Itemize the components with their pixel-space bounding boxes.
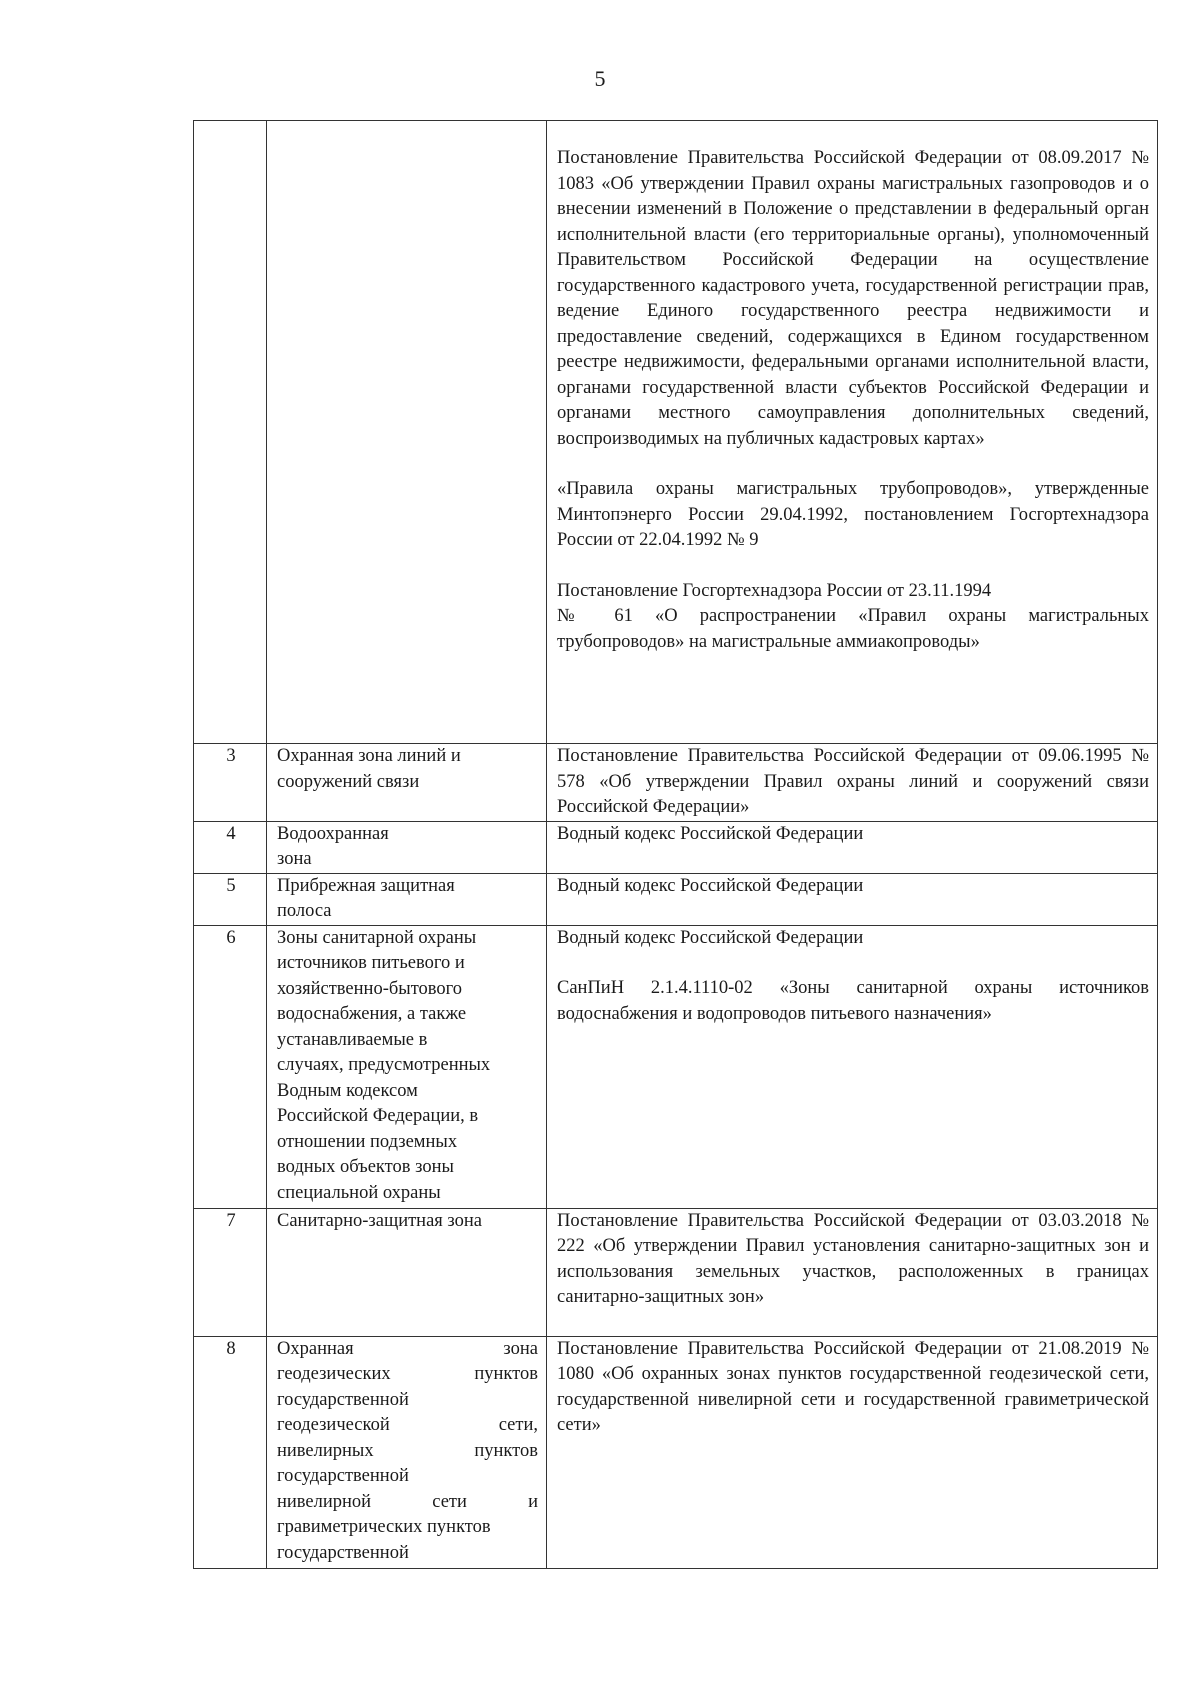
regulation-text: Постановление Правительства Российской Федерации от 21.08.2019 № 1080 «Об охранных зонах пунктов государственной геодезической сети, государственной нивелирной сети и государственной гравиметрической сети»: [557, 1338, 1149, 1435]
row-number-cell: [194, 121, 267, 744]
regulation-cell: [547, 873, 1158, 925]
zone-name-cell: [267, 744, 547, 822]
regulation-text: Постановление Правительства Российской Федерации от 08.09.2017 № 1083 «Об утверждении Правил охраны магистральных газопроводов и о внесении изменений в Положение о представлении в федеральный орган исполнительной власти (его территориальные органы), уполномоченный Правительством Российской Федерации на осуществление государственного кадастрового учета, государственной регистрации прав, ведение Единого государственного реестра недвижимости и предоставление сведений, содержащихся в Едином государственном реестре недвижимости, федеральными органами исполнительной власти, органами государственной власти субъектов Российской Федерации и органами местного самоуправления дополнительных сведений, воспроизводимых на публичных кадастровых картах»: [557, 148, 1149, 449]
regulation-cell: [547, 1208, 1158, 1336]
zone-line: нивелирной сети и: [277, 1491, 538, 1512]
table-row: [194, 1336, 1158, 1568]
zone-name-cell: [267, 1336, 547, 1568]
regulation-text: Постановление Правительства Российской Федерации от 03.03.2018 № 222 «Об утверждении Правил установления санитарно-защитных зон и использования земельных участков, расположенных в границах санитарно-защитных зон»: [557, 1210, 1149, 1307]
zone-line: случаях, предусмотренных: [277, 1055, 491, 1075]
regulation-text: СанПиН 2.1.4.1110-02 «Зоны санитарной охраны источников водоснабжения и водопроводов питьевого назначения»: [557, 978, 1149, 1024]
zone-line: водных объектов зоны: [277, 1157, 454, 1177]
zone-line: государственной: [277, 1542, 409, 1563]
zone-name-cell: [267, 121, 547, 744]
zone-line: Охранная зона линий и: [277, 746, 461, 766]
table-row: [194, 1208, 1158, 1336]
zone-name-cell: [267, 925, 547, 1208]
zone-line: сооружений связи: [277, 771, 420, 792]
page-number: 5: [594, 66, 606, 91]
row-number-cell: 7: [194, 1208, 267, 1336]
table-row: [194, 925, 1158, 1208]
table-row: [194, 821, 1158, 873]
zone-line: Водоохранная: [277, 823, 389, 844]
zone-line: Прибрежная защитная: [277, 875, 455, 896]
regulation-text: Постановление Правительства Российской Федерации от 09.06.1995 № 578 «Об утверждении Правил охраны линий и сооружений связи Российской Федерации»: [557, 746, 1149, 817]
row-number-cell: 5: [194, 873, 267, 925]
regulation-cell: [547, 121, 1158, 744]
zone-line: гравиметрических пунктов: [277, 1517, 491, 1537]
zone-name-cell: [267, 873, 547, 925]
zone-line: государственной: [277, 1389, 409, 1410]
legislation-table: [193, 120, 1158, 1569]
zone-line: Водным кодексом: [277, 1080, 418, 1101]
zone-line: источников питьевого и: [277, 953, 465, 973]
zone-line: геодезической сети,: [277, 1415, 538, 1435]
zone-line: отношении подземных: [277, 1131, 458, 1152]
regulation-text: № 61 «О распространении «Правил охраны магистральных трубопроводов» на магистральные аммиакопроводы»: [557, 606, 1149, 652]
zone-line: государственной: [277, 1466, 409, 1486]
regulation-text: Водный кодекс Российской Федерации: [557, 823, 864, 844]
row-number-cell: 8: [194, 1336, 267, 1568]
zone-name-cell: [267, 821, 547, 873]
zone-line: водоснабжения, а также: [277, 1004, 467, 1024]
zone-line: хозяйственно-бытового: [277, 978, 463, 999]
zone-line: Зоны санитарной охраны: [277, 927, 477, 948]
zone-line: Санитарно-защитная зона: [277, 1210, 482, 1231]
zone-line: зона: [277, 849, 312, 869]
table-row: [194, 744, 1158, 822]
regulation-text: «Правила охраны магистральных трубопроводов», утвержденные Минтопэнерго России 29.04.1992, постановлением Госгортехнадзора России от 22.04.1992 № 9: [557, 479, 1149, 550]
regulation-text: Постановление Госгортехнадзора России от 23.11.1994: [557, 580, 992, 601]
regulation-text: Водный кодекс Российской Федерации: [557, 927, 864, 948]
zone-line: специальной охраны: [277, 1182, 441, 1203]
row-number-cell: 4: [194, 821, 267, 873]
table-row: [194, 121, 1158, 744]
regulation-cell: [547, 744, 1158, 822]
row-number-cell: 6: [194, 925, 267, 1208]
regulation-cell: [547, 925, 1158, 1208]
zone-line: Охранная зона: [277, 1338, 538, 1359]
zone-line: нивелирных пунктов: [277, 1440, 538, 1461]
table-row: [194, 873, 1158, 925]
zone-line: Российской Федерации, в: [277, 1106, 479, 1126]
zone-line: устанавливаемые в: [277, 1029, 428, 1050]
regulation-text: Водный кодекс Российской Федерации: [557, 875, 864, 896]
regulation-cell: [547, 821, 1158, 873]
regulation-cell: [547, 1336, 1158, 1568]
zone-line: полоса: [277, 901, 332, 921]
zone-name-cell: [267, 1208, 547, 1336]
zone-line: геодезических пунктов: [277, 1364, 538, 1384]
row-number-cell: 3: [194, 744, 267, 822]
